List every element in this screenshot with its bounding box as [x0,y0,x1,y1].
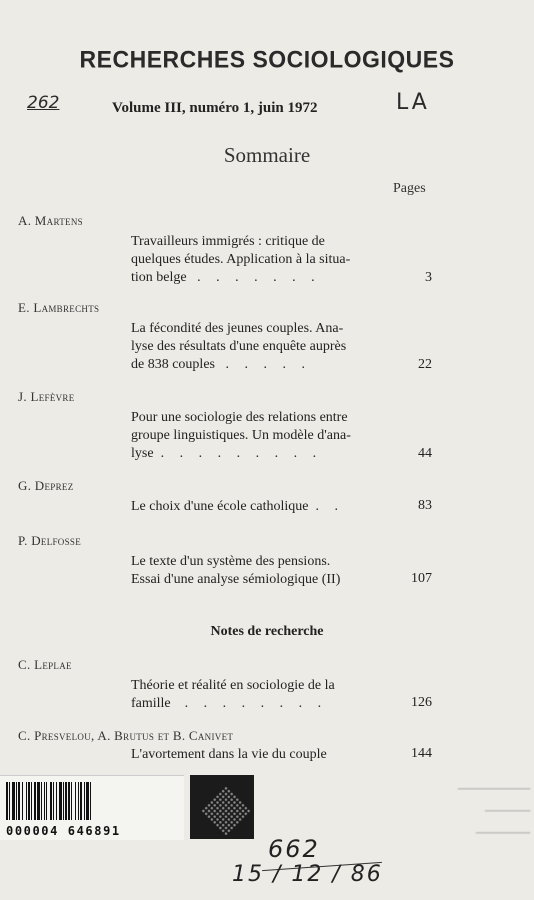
handwritten-date-bottom: 15 / 12 / 86 [232,862,383,887]
leader-dots: . . . . . . . . [184,696,328,711]
handwritten-mark-top-right: LA [396,90,430,115]
entry-line: Pour une sociologie des relations entre [131,410,348,425]
author-initial: A. [18,213,35,228]
library-barcode [0,775,184,840]
page-number: 44 [418,446,432,461]
author-lambrechts [18,300,99,316]
author-name: Leplae [34,657,72,672]
author-martens [18,213,83,229]
author-initial: G. [18,478,35,493]
entry-line: Le texte d'un système des pensions. [131,554,331,569]
entry-line: famille . . . . . . . . [131,696,328,711]
entry-line: Essai d'une analyse sémiologique (II) [131,572,341,587]
entry-line: de 838 couples . . . . . [131,357,311,372]
notes-section-heading: Notes de recherche [210,624,324,639]
author-initial: J. [18,389,31,404]
author-name: Lefèvre [30,389,75,404]
faded-library-stamp: ──────── ───── ────── [457,780,530,842]
entry-line: tion belge . . . . . . . [131,270,321,285]
page-number: 126 [411,695,432,710]
toc-entry [131,409,389,463]
entry-line: lyse des résultats d'une enquête auprès [131,339,347,354]
toc-entry [131,746,389,764]
barcode-bars [6,782,178,820]
entry-line: L'avortement dans la vie du couple [131,747,327,762]
handwritten-number-top-left: 262 [27,93,60,113]
toc-entry [131,498,389,516]
entry-line: groupe linguistiques. Un modèle d'ana- [131,428,351,443]
author-initial: C. [18,657,35,672]
toc-entry [131,553,389,589]
page-number: 3 [425,270,432,285]
author-initial: E. [18,300,34,315]
entry-line: quelques études. Application à la situa- [131,252,351,267]
author-presvelou-brutus-canivet: C. Presvelou, A. Brutus et B. Canivet [18,728,234,743]
library-seal-logo [190,775,254,839]
leader-dots: . . . . . . . [197,270,321,285]
page-number: 144 [411,746,432,761]
toc-entry [131,320,389,374]
entry-line: Théorie et réalité en sociologie de la [131,678,335,693]
handwritten-number-bottom: 662 [268,835,320,863]
leader-dots: . . [315,499,344,514]
journal-title: RECHERCHES SOCIOLOGIQUES [79,45,455,73]
author-delfosse [18,533,81,549]
page-number: 83 [418,498,432,513]
author-name: Martens [34,213,83,228]
author-deprez [18,478,74,494]
pages-column-label: Pages [393,181,426,196]
leader-dots: . . . . . . . . . [160,446,323,461]
entry-line: lyse . . . . . . . . . [131,446,323,461]
author-lefevre [18,389,75,405]
toc-entry [131,677,389,713]
author-leplae [18,657,72,673]
sommaire-heading: Sommaire [223,143,311,167]
toc-entry [131,233,389,287]
entry-line: La fécondité des jeunes couples. Ana- [131,321,344,336]
barcode-digits: 000004 646891 [6,824,121,838]
author-name: Delfosse [31,533,81,548]
page-number: 107 [411,571,432,586]
author-name: Deprez [34,478,74,493]
author-initial: P. [18,533,32,548]
leader-dots: . . . . . [225,357,311,372]
entry-line: Le choix d'une école catholique . . [131,499,344,514]
volume-line: Volume III, numéro 1, juin 1972 [112,100,318,116]
entry-line: Travailleurs immigrés : critique de [131,234,325,249]
page-number: 22 [418,357,432,372]
author-name: Lambrechts [33,300,100,315]
